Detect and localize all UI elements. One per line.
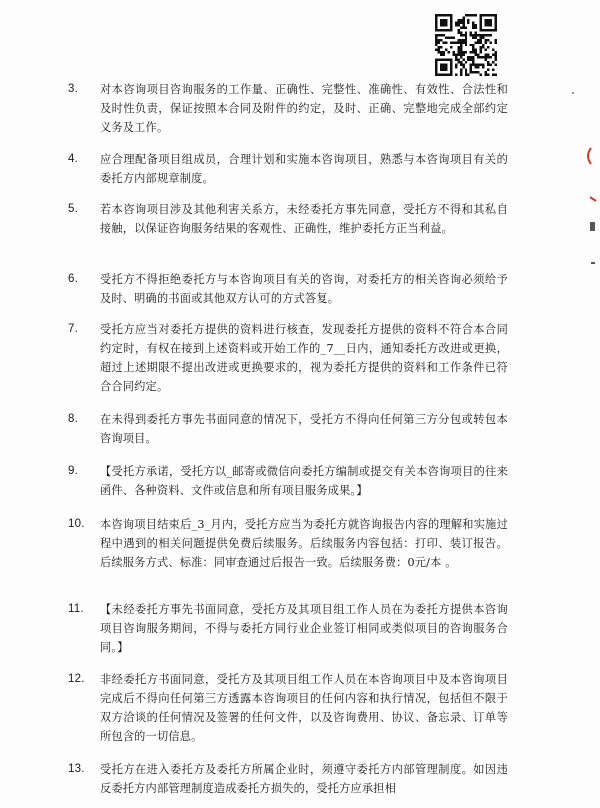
clause-number: 10.	[68, 518, 85, 530]
clause-text: 受托方在进入委托方及委托方所属企业时，须遵守委托方内部管理制度。如因违反委托方内部管理制度造成委托方损失的，受托方应承担相	[100, 763, 508, 795]
clause-number: 6.	[68, 273, 78, 285]
clause-item	[68, 270, 508, 308]
clause-text: 非经委托方书面同意，受托方及其项目组工作人员在本咨询项目中及本咨询项目完成后不得向任何第三方透露本咨询项目的任何内容和执行情况，包括但不限于双方洽谈的任何情况及签署的任何文件，以及咨询费用、协议、备忘录、订单等所包含的一切信息。	[100, 673, 508, 743]
clause-number: 5.	[68, 203, 78, 215]
clause-text: 受托方应当对委托方提供的资料进行核查，发现委托方提供的资料不符合本合同约定时，有权在接到上述资料或开始工作的_7__日内，通知委托方改进或更换，超过上述期限不提出改进或更换要求的，视为委托方提供的资料和工作条件已符合合同约定。	[100, 323, 508, 393]
clause-item	[68, 515, 508, 572]
clause-number: 7.	[68, 323, 78, 335]
clause-item	[68, 410, 508, 448]
clause-item	[68, 150, 508, 188]
clause-number: 8.	[68, 413, 78, 425]
clause-item	[68, 320, 508, 396]
clause-item	[68, 462, 508, 500]
clause-text: 对本咨询项目咨询服务的工作量、正确性、完整性、准确性、有效性、合法性和及时性负责，保证按照本合同及附件的约定，及时、正确、完整地完成全部约定义务及工作。	[100, 83, 508, 134]
clause-number: 9.	[68, 465, 78, 477]
edge-marks-icon	[560, 0, 600, 808]
clause-text: 本咨询项目结束后_3_月内，受托方应当为委托方就咨询报告内容的理解和实施过程中遇到的相关问题提供免费后续服务。后续服务内容包括：打印、装订报告。后续服务方式、标准：同审查通过后报告一致。后续服务费：0元/本 。	[100, 518, 508, 569]
clause-text: 【受托方承诺，受托方以_邮寄或微信向委托方编制或提交有关本咨询项目的往来函件、各种资料、文件或信息和所有项目服务成果。】	[100, 465, 508, 497]
clause-number: 4.	[68, 153, 78, 165]
clause-number: 12.	[68, 673, 85, 685]
clause-text: 应合理配备项目组成员，合理计划和实施本咨询项目，熟悉与本咨询项目有关的委托方内部规章制度。	[100, 153, 508, 185]
clause-item	[68, 200, 508, 238]
clause-text: 在未得到委托方事先书面同意的情况下，受托方不得向任何第三方分包或转包本咨询项目。	[100, 413, 508, 445]
clause-number: 11.	[68, 603, 84, 615]
clause-number: 13.	[68, 763, 85, 775]
clause-text: 若本咨询项目涉及其他利害关系方，未经委托方事先同意，受托方不得和其私自接触，以保证咨询服务结果的客观性、正确性，维护委托方正当利益。	[100, 203, 508, 235]
clause-number: 3.	[68, 83, 78, 95]
qr-code-icon	[435, 14, 497, 76]
clause-text: 受托方不得拒绝委托方与本咨询项目有关的咨询，对委托方的相关咨询必须给予及时、明确的书面或其他双方认可的方式答复。	[100, 273, 508, 305]
clause-item	[68, 80, 508, 137]
page-edge-fragment	[560, 0, 600, 808]
clause-item	[68, 600, 508, 657]
clause-text: 【未经委托方事先书面同意，受托方及其项目组工作人员在为委托方提供本咨询项目咨询服务期间，不得与委托方同行业企业签订相同或类似项目的咨询服务合同。】	[100, 603, 508, 654]
clause-item	[68, 670, 508, 746]
clause-item	[68, 760, 508, 798]
